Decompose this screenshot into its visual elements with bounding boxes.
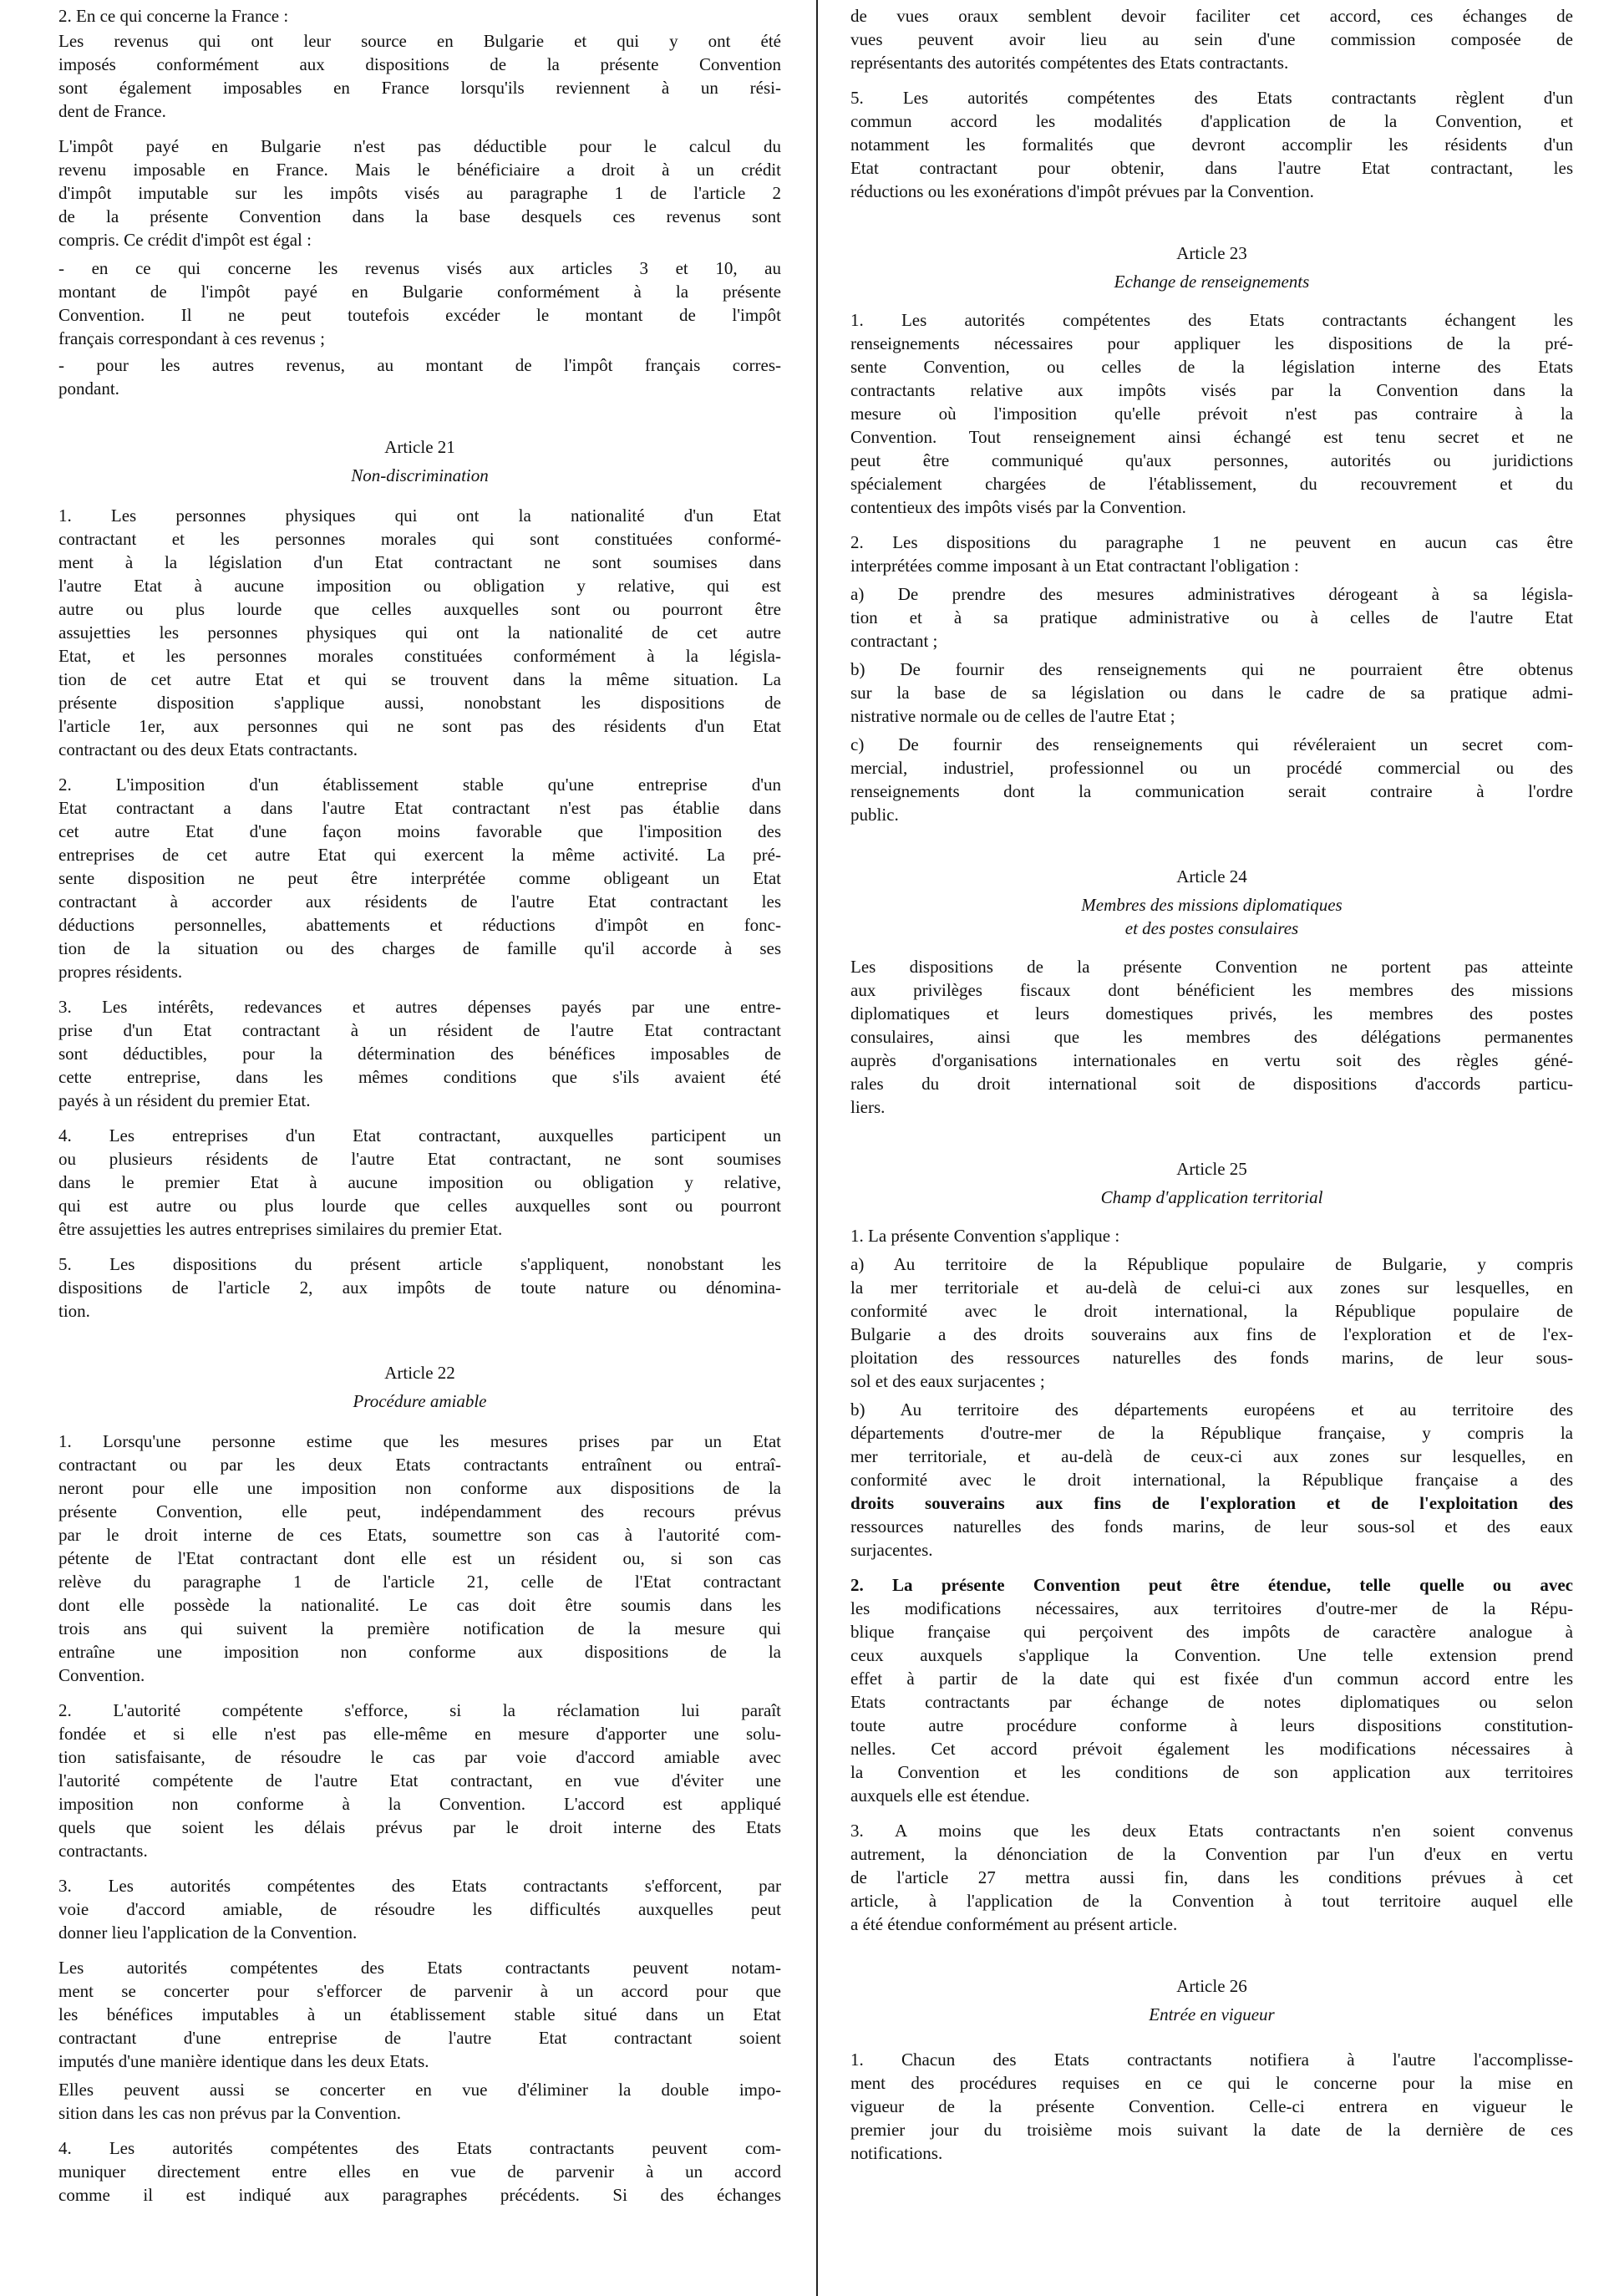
text-line: ressources naturelles des fonds marins, de leur sous-sol et des eaux xyxy=(850,1516,1573,1537)
text-line: les bénéfices imputables à un établissement stable situé dans un Etat xyxy=(58,2004,781,2024)
article-heading: Article 22 xyxy=(384,1363,455,1383)
text-line: montant de l'impôt payé en Bulgarie conformément à la présente xyxy=(58,282,781,302)
text-line: diplomatiques et leurs domestiques privés, les membres des postes xyxy=(850,1003,1573,1024)
article-subtitle: Procédure amiable xyxy=(353,1391,487,1411)
text-line: départements d'outre-mer de la République française, y compris la xyxy=(850,1423,1573,1443)
text-line: dans le premier Etat à aucune imposition ou obligation y relative, xyxy=(58,1172,781,1192)
text-line: dispositions de l'article 2, aux impôts de toute nature ou dénomina- xyxy=(58,1278,781,1298)
text-line: dont elle possède la nationalité. Le cas doit être soumis dans les xyxy=(58,1595,781,1615)
text-line: mer territoriale, et au-delà de ceux-ci aux zones sur lesquelles, en xyxy=(850,1446,1573,1466)
text-line: qui est autre ou plus lourde que celles auxquelles sont ou pourront xyxy=(58,1196,781,1216)
text-line: compris. Ce crédit d'impôt est égal : xyxy=(58,230,312,250)
text-line: auxquels elle est étendue. xyxy=(850,1785,1030,1806)
text-line: la mer territoriale et au-delà de celui-ci aux zones sur lesquelles, en xyxy=(850,1278,1573,1298)
text-line: de l'article 27 mettra aussi fin, dans les conditions prévues à cet xyxy=(850,1867,1573,1887)
text-line: imposition non conforme à la Convention. L'accord est appliqué xyxy=(58,1794,781,1814)
text-line: Bulgarie a des droits souverains aux fins de l'exploration et de l'ex- xyxy=(850,1324,1573,1344)
text-line: Les autorités compétentes des Etats contractants peuvent notam- xyxy=(58,1958,781,1978)
text-line: ment à la législation d'un Etat contractant ne sont soumises dans xyxy=(58,552,781,572)
text-line: public. xyxy=(850,805,899,825)
text-line: 4. Les entreprises d'un Etat contractant, auxquelles participent un xyxy=(58,1125,781,1145)
text-line: d'impôt imputable sur les impôts visés au paragraphe 1 de l'article 2 xyxy=(58,183,781,203)
article-heading: Article 26 xyxy=(1176,1976,1247,1996)
text-line: pondant. xyxy=(58,378,119,399)
text-line: Etat contractant pour obtenir, dans l'autre Etat contractant, les xyxy=(850,158,1573,178)
text-line: imposés conformément aux dispositions de la présente Convention xyxy=(58,54,781,74)
text-line: contractant à accorder aux résidents de l'autre Etat contractant les xyxy=(58,891,781,912)
article-subtitle: et des postes consulaires xyxy=(1124,918,1299,938)
text-line: les modifications nécessaires, aux territoires d'outre-mer de la Répu- xyxy=(850,1598,1573,1618)
text-line: 4. Les autorités compétentes des Etats contractants peuvent com- xyxy=(58,2138,781,2158)
text-line: 3. Les intérêts, redevances et autres dépenses payés par une entre- xyxy=(58,997,781,1017)
text-line: présente Convention, elle peut, indépendamment des recours prévus xyxy=(58,1501,781,1521)
article-subtitle: Non-discrimination xyxy=(351,465,489,485)
text-line: L'impôt payé en Bulgarie n'est pas déductible pour le calcul du xyxy=(58,136,781,156)
text-line: sente Convention, ou celles de la législation interne des Etats xyxy=(850,357,1573,377)
text-line: peut être communiqué qu'aux personnes, autorités ou juridictions xyxy=(850,450,1573,470)
text-line: a été étendue conformément au présent article. xyxy=(850,1914,1178,1934)
text-line: dent de France. xyxy=(58,101,166,121)
text-line: auprès d'organisations internationales en vertu soit des règles géné- xyxy=(850,1050,1573,1070)
text-line: ou plusieurs résidents de l'autre Etat contractant, ne sont soumises xyxy=(58,1149,781,1169)
text-line: contractants relative aux impôts visés par la Convention dans la xyxy=(850,380,1573,400)
text-line: payés à un résident du premier Etat. xyxy=(58,1090,311,1110)
text-line: l'autre Etat à aucune imposition ou obligation y relative, qui est xyxy=(58,576,781,596)
text-line: interprétées comme imposant à un Etat contractant l'obligation : xyxy=(850,556,1299,576)
text-line: entraîne une imposition non conforme aux dispositions de la xyxy=(58,1642,781,1662)
text-line: contractant et les personnes morales qui sont constituées conformé- xyxy=(58,529,781,549)
text-line: ploitation des ressources naturelles des fonds marins, de leur sous- xyxy=(850,1348,1573,1368)
text-line: Etats contractants par échange de notes diplomatiques ou selon xyxy=(850,1692,1573,1712)
text-line: contractant d'une entreprise de l'autre Etat contractant soient xyxy=(58,2028,781,2048)
text-line: 2. Les dispositions du paragraphe 1 ne peuvent en aucun cas être xyxy=(850,532,1573,552)
text-line: Convention. xyxy=(58,1665,145,1685)
article-subtitle: Entrée en vigueur xyxy=(1149,2004,1275,2024)
text-line: spécialement chargées de l'établissement, du recouvrement et du xyxy=(850,474,1573,494)
text-line: trois ans qui suivent la première notification de la mesure qui xyxy=(58,1618,781,1638)
text-line: contractants. xyxy=(58,1841,148,1861)
text-line: contractant ou par les deux Etats contractants entraînent ou entraî- xyxy=(58,1455,781,1475)
text-line: conformité avec le droit international, la République populaire de xyxy=(850,1301,1573,1321)
text-line: 1. Les personnes physiques qui ont la nationalité d'un Etat xyxy=(58,505,781,526)
text-line: b) De fournir des renseignements qui ne pourraient être obtenus xyxy=(850,659,1573,679)
text-line: 2. L'autorité compétente s'efforce, si la réclamation lui paraît xyxy=(58,1700,781,1720)
article-subtitle: Champ d'application territorial xyxy=(1100,1187,1323,1207)
text-line: pétente de l'Etat contractant dont elle est un résident ou, si son cas xyxy=(58,1548,781,1568)
text-line: blique française qui perçoivent des impôts de caractère analogue à xyxy=(850,1622,1573,1642)
text-line: représentants des autorités compétentes des Etats contractants. xyxy=(850,53,1289,73)
text-line: 1. La présente Convention s'applique : xyxy=(850,1226,1120,1246)
text-line: l'autorité compétente de l'autre Etat contractant, en vue d'éviter une xyxy=(58,1770,781,1791)
text-line: donner lieu l'application de la Convention. xyxy=(58,1923,358,1943)
text-line: contractant ; xyxy=(850,631,938,651)
text-line: c) De fournir des renseignements qui révéleraient un secret com- xyxy=(850,734,1573,754)
text-line: quels que soient les délais prévus par le droit interne des Etats xyxy=(58,1817,781,1837)
text-line: tion de la situation ou des charges de famille qu'il accorde à ses xyxy=(58,938,781,958)
text-line: ceux auxquels s'applique la Convention. Une telle extension prend xyxy=(850,1645,1573,1665)
article-heading: Article 23 xyxy=(1176,243,1247,263)
text-line: de la présente Convention dans la base desquels ces revenus sont xyxy=(58,206,781,226)
text-line: Etat contractant a dans l'autre Etat contractant n'est pas établie dans xyxy=(58,798,781,818)
text-line: effet à partir de la date qui est fixée d'un commun accord entre les xyxy=(850,1669,1573,1689)
text-line: 2. La présente Convention peut être étendue, telle quelle ou avec xyxy=(850,1575,1573,1595)
text-line: notamment les formalités que devront accomplir les résidents d'un xyxy=(850,135,1573,155)
text-line: rales du droit international soit de dispositions d'accords particu- xyxy=(850,1074,1573,1094)
text-line: 5. Les dispositions du présent article s'appliquent, nonobstant les xyxy=(58,1254,781,1274)
text-line: tion satisfaisante, de résoudre le cas par voie d'accord amiable avec xyxy=(58,1747,781,1767)
text-line: neront pour elle une imposition non conforme aux dispositions de la xyxy=(58,1478,781,1498)
text-line: assujetties les personnes physiques qui ont la nationalité de cet autre xyxy=(58,622,781,643)
text-line: premier jour du troisième mois suivant la date de la dernière de ces xyxy=(850,2120,1573,2140)
text-line: sont également imposables en France lorsqu'ils reviennent à un rési- xyxy=(58,78,781,98)
text-line: 1. Les autorités compétentes des Etats contractants échangent les xyxy=(850,310,1573,330)
text-line: la Convention et les conditions de son application aux territoires xyxy=(850,1762,1573,1782)
text-line: Convention. Il ne peut toutefois excéder le montant de l'impôt xyxy=(58,305,781,325)
text-line: mercial, industriel, professionnel ou un procédé commercial ou des xyxy=(850,758,1573,778)
text-line: Etat, et les personnes morales constituées conformément à la législa- xyxy=(58,646,781,666)
text-line: vues peuvent avoir lieu au sein d'une commission composée de xyxy=(850,29,1573,49)
text-line: de vues oraux semblent devoir faciliter cet accord, ces échanges de xyxy=(850,6,1573,26)
text-line: toute autre procédure conforme à leurs dispositions constitution- xyxy=(850,1715,1573,1735)
text-line: contentieux des impôts visés par la Convention. xyxy=(850,497,1186,517)
text-line: Les dispositions de la présente Convention ne portent pas atteinte xyxy=(850,957,1573,977)
text-line: cette entreprise, dans les mêmes conditions que s'ils avaient été xyxy=(58,1067,781,1087)
text-line: commun accord les modalités d'application de la Convention, et xyxy=(850,111,1573,131)
text-line: ment des procédures requises en ce qui le concerne pour la mise en xyxy=(850,2073,1573,2093)
text-line: entreprises de cet autre Etat qui exercent la même activité. La pré- xyxy=(58,845,781,865)
text-line: - en ce qui concerne les revenus visés aux articles 3 et 10, au xyxy=(58,258,781,278)
text-line: article, à l'application de la Convention à tout territoire auquel elle xyxy=(850,1891,1573,1911)
text-line: 1. Lorsqu'une personne estime que les mesures prises par un Etat xyxy=(58,1431,781,1451)
text-line: Convention. Tout renseignement ainsi échangé est tenu secret et ne xyxy=(850,427,1573,447)
article-heading: Article 25 xyxy=(1176,1159,1247,1179)
text-line: ment se concerter pour s'efforcer de parvenir à un accord pour que xyxy=(58,1981,781,2001)
text-line: notifications. xyxy=(850,2143,943,2163)
text-line: présente disposition s'applique aussi, nonobstant les dispositions de xyxy=(58,693,781,713)
text-line: surjacentes. xyxy=(850,1540,933,1560)
text-line: prise d'un Etat contractant à un résident de l'autre Etat contractant xyxy=(58,1020,781,1040)
text-line: réductions ou les exonérations d'impôt prévues par la Convention. xyxy=(850,181,1314,201)
text-line: muniquer directement entre elles en vue de parvenir à un accord xyxy=(58,2161,781,2182)
text-line: renseignements nécessaires pour appliquer les dispositions de la pré- xyxy=(850,333,1573,353)
text-line: l'article 1er, aux personnes qui ne sont pas des résidents d'un Etat xyxy=(58,716,781,736)
text-line: sition dans les cas non prévus par la Convention. xyxy=(58,2103,402,2123)
text-line: Les revenus qui ont leur source en Bulgarie et qui y ont été xyxy=(58,31,781,51)
text-line: tion. xyxy=(58,1301,90,1321)
text-line: sol et des eaux surjacentes ; xyxy=(850,1371,1045,1391)
text-line: liers. xyxy=(850,1097,886,1117)
text-line: conformité avec le droit international, la République française a des xyxy=(850,1470,1573,1490)
text-line: relève du paragraphe 1 de l'article 21, celle de l'Etat contractant xyxy=(58,1572,781,1592)
text-line: aux privilèges fiscaux dont bénéficient les membres des missions xyxy=(850,980,1573,1000)
text-line: - pour les autres revenus, au montant de l'impôt français corres- xyxy=(58,355,781,375)
text-line: autrement, la dénonciation de la Convention par l'un d'eux en vertu xyxy=(850,1844,1573,1864)
text-line: nistrative normale ou de celles de l'autre Etat ; xyxy=(850,706,1175,726)
text-line: tion de cet autre Etat et qui se trouvent dans la même situation. La xyxy=(58,669,781,689)
text-line: 2. L'imposition d'un établissement stable qu'une entreprise d'un xyxy=(58,775,781,795)
text-line: mesure où l'imposition qu'elle prévoit n'est pas contraire à la xyxy=(850,404,1573,424)
text-line: droits souverains aux fins de l'exploration et de l'exploitation des xyxy=(850,1493,1573,1513)
text-line: vigueur de la présente Convention. Celle-ci entrera en vigueur le xyxy=(850,2096,1573,2116)
text-line: imputés d'une manière identique dans les deux Etats. xyxy=(58,2051,429,2071)
article-subtitle: Echange de renseignements xyxy=(1114,272,1310,292)
text-line: sont déductibles, pour la détermination des bénéfices imposables de xyxy=(58,1044,781,1064)
article-heading: Article 24 xyxy=(1176,866,1247,886)
text-line: Elles peuvent aussi se concerter en vue d'éliminer la double impo- xyxy=(58,2080,781,2100)
text-line: être assujetties les autres entreprises similaires du premier Etat. xyxy=(58,1219,503,1239)
text-line: contractant ou des deux Etats contractants. xyxy=(58,739,358,759)
text-line: propres résidents. xyxy=(58,962,183,982)
text-line: français correspondant à ces revenus ; xyxy=(58,328,325,348)
text-line: 3. Les autorités compétentes des Etats contractants s'efforcent, par xyxy=(58,1876,781,1896)
text-line: comme il est indiqué aux paragraphes précédents. Si des échanges xyxy=(58,2185,781,2205)
text-line: 1. Chacun des Etats contractants notifiera à l'autre l'accomplisse- xyxy=(850,2050,1573,2070)
text-line: tion et à sa pratique administrative ou à celles de l'autre Etat xyxy=(850,607,1573,627)
text-line: cet autre Etat d'une façon moins favorable que l'imposition des xyxy=(58,821,781,841)
text-line: renseignements dont la communication serait contraire à l'ordre xyxy=(850,781,1573,801)
article-heading: Article 21 xyxy=(384,437,455,457)
text-line: voie d'accord amiable, de résoudre les difficultés auxquelles peut xyxy=(58,1899,781,1919)
text-line: autre ou plus lourde que celles auxquelles sont ou pourront être xyxy=(58,599,781,619)
text-line: 2. En ce qui concerne la France : xyxy=(58,6,289,26)
column-divider xyxy=(816,0,818,2296)
article-subtitle: Membres des missions diplomatiques xyxy=(1081,895,1343,915)
text-line: sur la base de sa législation ou dans le cadre de sa pratique admi- xyxy=(850,683,1573,703)
text-line: fondée et si elle n'est pas elle-même en mesure d'apporter une solu- xyxy=(58,1724,781,1744)
text-line: déductions personnelles, abattements et réductions d'impôt en fonc- xyxy=(58,915,781,935)
text-line: consulaires, ainsi que les membres des délégations permanentes xyxy=(850,1027,1573,1047)
text-line: 3. A moins que les deux Etats contractants n'en soient convenus xyxy=(850,1821,1573,1841)
text-line: sente disposition ne peut être interprétée comme obligeant un Etat xyxy=(58,868,781,888)
text-line: nelles. Cet accord prévoit également les modifications nécessaires à xyxy=(850,1739,1573,1759)
text-line: 5. Les autorités compétentes des Etats contractants règlent d'un xyxy=(850,88,1573,108)
text-line: b) Au territoire des départements européens et au territoire des xyxy=(850,1399,1573,1420)
text-line: a) De prendre des mesures administratives dérogeant à sa législa- xyxy=(850,584,1573,604)
text-line: par le droit interne de ces Etats, soumettre son cas à l'autorité com- xyxy=(58,1525,781,1545)
text-line: revenu imposable en France. Mais le bénéficiaire a droit à un crédit xyxy=(58,160,781,180)
text-line: a) Au territoire de la République populaire de Bulgarie, y compris xyxy=(850,1254,1573,1274)
